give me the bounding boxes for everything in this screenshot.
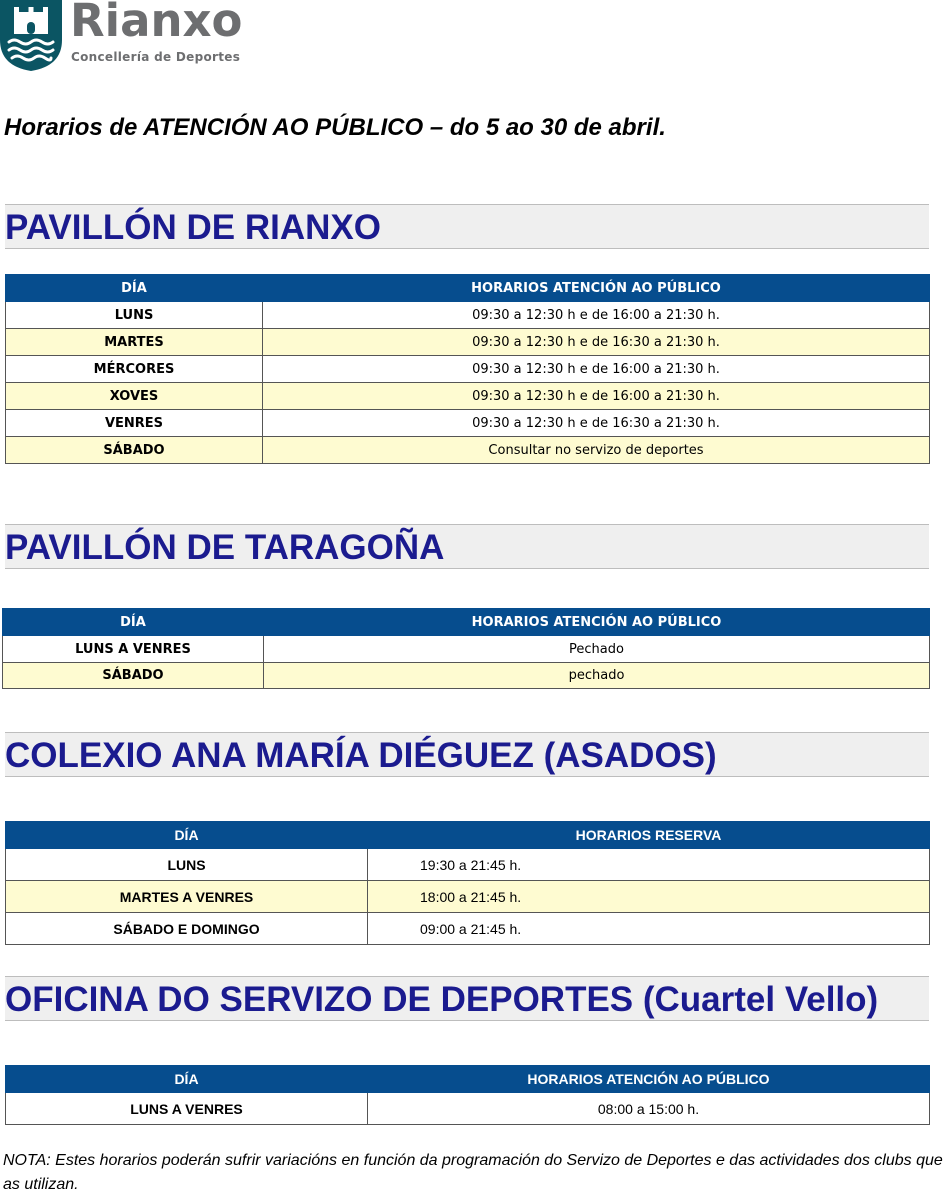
table-row	[3, 663, 930, 689]
cell-hours: pechado	[264, 663, 930, 689]
table-header-row	[6, 275, 930, 302]
table-row	[6, 1093, 930, 1125]
cell-day: LUNS A VENRES	[6, 1093, 368, 1125]
header-day: DÍA	[6, 822, 368, 849]
header-hours: HORARIOS ATENCIÓN AO PÚBLICO	[264, 609, 930, 636]
castle-shield-icon	[0, 0, 62, 71]
header-day: DÍA	[6, 1066, 368, 1093]
cell-hours: 19:30 a 21:45 h.	[368, 849, 930, 881]
header-day: DÍA	[6, 275, 263, 302]
header-day: DÍA	[3, 609, 264, 636]
header-hours: HORARIOS RESERVA	[368, 822, 930, 849]
cell-day: SÁBADO	[6, 437, 263, 464]
cell-hours: 09:30 a 12:30 h e de 16:00 a 21:30 h.	[263, 302, 930, 329]
cell-hours: Pechado	[264, 636, 930, 663]
cell-hours: Consultar no servizo de deportes	[263, 437, 930, 464]
section-title-text: PAVILLÓN DE TARAGOÑA	[5, 528, 445, 567]
header-hours: HORARIOS ATENCIÓN AO PÚBLICO	[368, 1066, 930, 1093]
cell-day: MARTES	[6, 329, 263, 356]
cell-hours: 09:30 a 12:30 h e de 16:30 a 21:30 h.	[263, 410, 930, 437]
cell-day: LUNS	[6, 302, 263, 329]
table-header-row	[6, 822, 930, 849]
table-row	[6, 329, 930, 356]
header-hours: HORARIOS ATENCIÓN AO PÚBLICO	[263, 275, 930, 302]
cell-hours: 09:30 a 12:30 h e de 16:30 a 21:30 h.	[263, 329, 930, 356]
cell-day: MÉRCORES	[6, 356, 263, 383]
cell-day: VENRES	[6, 410, 263, 437]
section-title-text: COLEXIO ANA MARÍA DIÉGUEZ (ASADOS)	[5, 736, 717, 775]
table-row	[6, 881, 930, 913]
schedule-table-pavillon-taragona	[2, 608, 930, 689]
logo	[0, 0, 270, 72]
table-row	[6, 302, 930, 329]
logo-wordmark: Rianxo	[70, 0, 243, 47]
table-row	[6, 913, 930, 945]
section-title-pavillon-taragona	[5, 524, 929, 569]
table-header-row	[3, 609, 930, 636]
schedule-table-colexio-asados	[5, 821, 930, 945]
table-row	[6, 437, 930, 464]
section-title-colexio-asados	[5, 732, 929, 777]
schedule-table-oficina-deportes	[5, 1065, 930, 1125]
table-row	[3, 636, 930, 663]
cell-hours: 09:30 a 12:30 h e de 16:00 a 21:30 h.	[263, 383, 930, 410]
section-title-pavillon-rianxo	[5, 204, 929, 249]
cell-day: SÁBADO E DOMINGO	[6, 913, 368, 945]
cell-day: MARTES A VENRES	[6, 881, 368, 913]
table-row	[6, 410, 930, 437]
section-title-text: PAVILLÓN DE RIANXO	[5, 208, 381, 247]
cell-hours: 09:00 a 21:45 h.	[368, 913, 930, 945]
cell-day: LUNS A VENRES	[3, 636, 264, 663]
logo-subtitle: Concellería de Deportes	[71, 50, 241, 64]
cell-day: XOVES	[6, 383, 263, 410]
table-row	[6, 356, 930, 383]
table-row	[6, 383, 930, 410]
table-header-row	[6, 1066, 930, 1093]
page-title: Horarios de ATENCIÓN AO PÚBLICO – do 5 ao 30 de abril.	[4, 114, 666, 141]
section-title-oficina-deportes	[5, 976, 929, 1021]
cell-day: SÁBADO	[3, 663, 264, 689]
schedule-table-pavillon-rianxo	[5, 274, 930, 464]
cell-hours: 09:30 a 12:30 h e de 16:00 a 21:30 h.	[263, 356, 930, 383]
section-title-text: OFICINA DO SERVIZO DE DEPORTES (Cuartel Vello)	[5, 980, 879, 1019]
footnote: NOTA: Estes horarios poderán sufrir variacións en función da programación do Servizo de Deportes e das actividades dos clubs que as utilizan.	[3, 1152, 943, 1192]
table-row	[6, 849, 930, 881]
cell-hours: 18:00 a 21:45 h.	[368, 881, 930, 913]
cell-day: LUNS	[6, 849, 368, 881]
cell-hours: 08:00 a 15:00 h.	[368, 1093, 930, 1125]
